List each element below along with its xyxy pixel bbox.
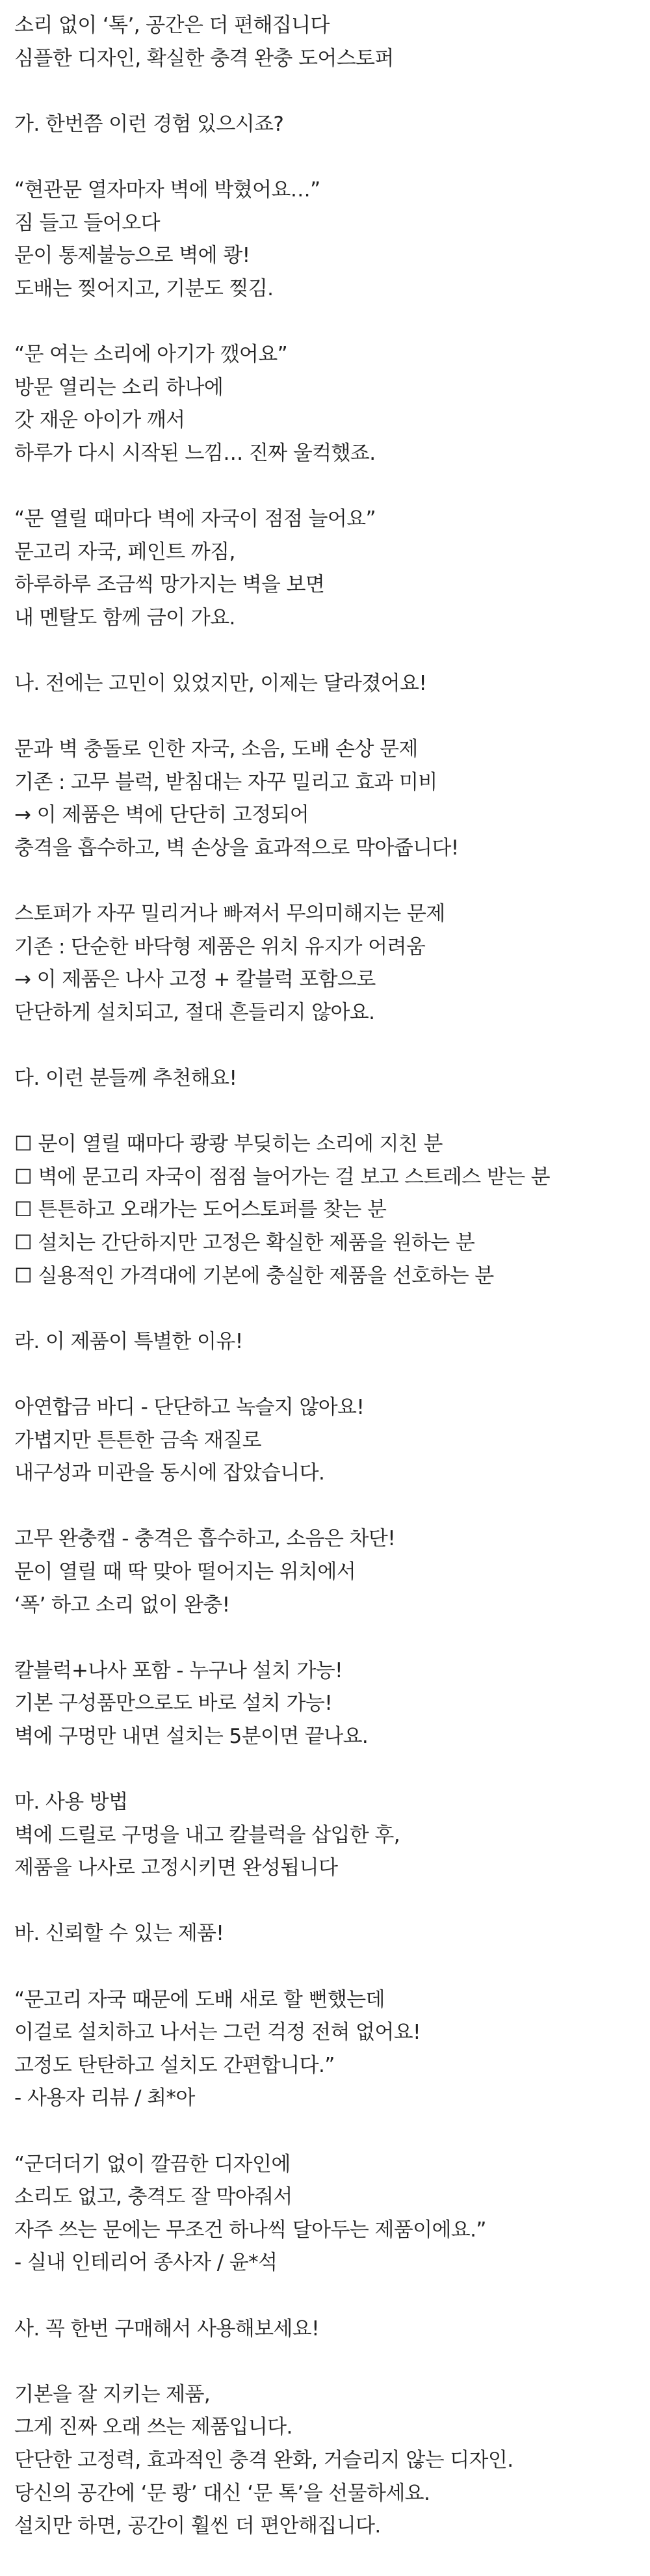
text-block [14,1654,650,1753]
text-line: 하루하루 조금씩 망가지는 벽을 보면 [14,573,325,597]
text-line: 심플한 디자인, 확실한 충격 완충 도어스토퍼 [14,46,394,70]
text-line: 벽에 드릴로 구멍을 내고 칼블럭을 삽입한 후, [14,1823,400,1847]
text-line: 아연합금 바디 - 단단하고 녹슬지 않아요! [14,1395,365,1419]
text-line: “현관문 열자마자 벽에 박혔어요…” [14,178,320,202]
text-block [14,2378,650,2543]
text-line: 마. 사용 방법 [14,1790,128,1814]
text-line: 문고리 자국, 페인트 까짐, [14,540,235,564]
text-line: 하루가 다시 시작된 느낌… 진짜 울컥했죠. [14,441,376,465]
text-line: 단단한 고정력, 효과적인 충격 완화, 거슬리지 않는 디자인. [14,2448,514,2472]
text-line: 기존 : 고무 블럭, 받침대는 자꾸 밀리고 효과 미비 [14,770,437,794]
text-line: 짐 들고 들어오다 [14,211,160,235]
text-block [14,1325,650,1359]
text-line: ☐ 문이 열릴 때마다 쾅쾅 부딪히는 소리에 지친 분 [14,1132,443,1156]
text-line: 당신의 공간에 ‘문 쾅’ 대신 ‘문 톡’을 선물하세요. [14,2481,430,2505]
text-block [14,2313,650,2346]
text-line: 단단하게 설치되고, 절대 흔들리지 않아요. [14,1000,375,1024]
text-block [14,733,650,864]
text-line: ☐ 튼튼하고 오래가는 도어스토퍼를 찾는 분 [14,1198,387,1222]
text-line: 자주 쓰는 문에는 무조건 하나씩 달아두는 제품이에요.” [14,2218,486,2242]
text-line: ‘폭’ 하고 소리 없이 완충! [14,1593,230,1617]
text-line: → 이 제품은 나사 고정 + 칼블럭 포함으로 [14,968,376,992]
text-line: 칼블럭+나사 포함 - 누구나 설치 가능! [14,1658,343,1682]
text-block [14,1917,650,1950]
text-line: 나. 전에는 고민이 있었지만, 이제는 달라졌어요! [14,671,427,695]
text-line: 고정도 탄탄하고 설치도 간편합니다.” [14,2053,335,2077]
text-line: 방문 열리는 소리 하나에 [14,375,224,399]
text-block [14,338,650,470]
text-line: - 실내 인테리어 종사자 / 윤*석 [14,2251,278,2275]
text-line: 벽에 구멍만 내면 설치는 5분이면 끝나요. [14,1724,369,1748]
text-line: 문이 열릴 때 딱 맞아 떨어지는 위치에서 [14,1560,356,1584]
text-line: 그게 진짜 오래 쓰는 제품입니다. [14,2415,292,2439]
text-line: 가. 한번쯤 이런 경험 있으시죠? [14,112,284,136]
text-line: ☐ 실용적인 가격대에 기본에 충실한 제품을 선호하는 분 [14,1264,494,1288]
text-block [14,1984,650,2115]
text-line: ☐ 설치는 간단하지만 고정은 확실한 제품을 원하는 분 [14,1230,475,1255]
text-line: “군더더기 없이 깔끔한 디자인에 [14,2152,291,2176]
text-line: 기본을 잘 지키는 제품, [14,2382,211,2406]
text-line: 고무 완충캡 - 충격은 흡수하고, 소음은 차단! [14,1527,396,1551]
text-line: 소리 없이 ‘톡’, 공간은 더 편해집니다 [14,14,330,37]
text-line: 스토퍼가 자꾸 밀리거나 빠져서 무의미해지는 문제 [14,902,445,926]
text-block [14,1522,650,1621]
text-block [14,9,650,75]
text-line: 기본 구성품만으로도 바로 설치 가능! [14,1692,333,1716]
text-line: 라. 이 제품이 특별한 이유! [14,1329,243,1353]
text-block [14,1062,650,1095]
text-line: 갓 재운 아이가 깨서 [14,408,185,432]
text-block [14,1391,650,1490]
text-block [14,2148,650,2279]
text-line: 내구성과 미관을 동시에 잡았습니다. [14,1461,325,1485]
text-line: → 이 제품은 벽에 단단히 고정되어 [14,803,309,827]
text-line: 문이 통제불능으로 벽에 쾅! [14,244,250,268]
text-line: 내 멘탈도 함께 금이 가요. [14,605,235,630]
text-line: “문 여는 소리에 아기가 깼어요” [14,342,288,366]
text-line: 가볍지만 튼튼한 금속 재질로 [14,1428,261,1452]
text-line: 기존 : 단순한 바닥형 제품은 위치 유지가 어려움 [14,935,426,959]
text-line: 제품을 나사로 고정시키면 완성됩니다 [14,1856,338,1880]
text-line: - 사용자 리뷰 / 최*아 [14,2086,195,2110]
text-line: 다. 이런 분들께 추천해요! [14,1067,237,1090]
text-block [14,503,650,634]
text-block [14,897,650,1029]
text-line: “문 열릴 때마다 벽에 자국이 점점 늘어요” [14,507,376,531]
text-line: 도배는 찢어지고, 기분도 찢김. [14,276,274,300]
text-block [14,1786,650,1885]
text-line: 소리도 없고, 충격도 잘 막아줘서 [14,2185,292,2209]
text-block [14,1128,650,1292]
text-block [14,667,650,700]
text-line: 충격을 흡수하고, 벽 손상을 효과적으로 막아줍니다! [14,836,459,860]
text-block [14,108,650,141]
text-line: 이걸로 설치하고 나서는 그런 걱정 전혀 없어요! [14,2021,421,2045]
text-block [14,174,650,305]
text-line: 문과 벽 충돌로 인한 자국, 소음, 도배 손상 문제 [14,737,418,762]
text-line: ☐ 벽에 문고리 자국이 점점 늘어가는 걸 보고 스트레스 받는 분 [14,1165,551,1189]
text-line: 바. 신뢰할 수 있는 제품! [14,1922,224,1946]
text-line: 설치만 하면, 공간이 훨씬 더 편안해집니다. [14,2514,381,2538]
text-line: “문고리 자국 때문에 도배 새로 할 뻔했는데 [14,1987,385,2012]
text-line: 사. 꼭 한번 구매해서 사용해보세요! [14,2317,319,2341]
